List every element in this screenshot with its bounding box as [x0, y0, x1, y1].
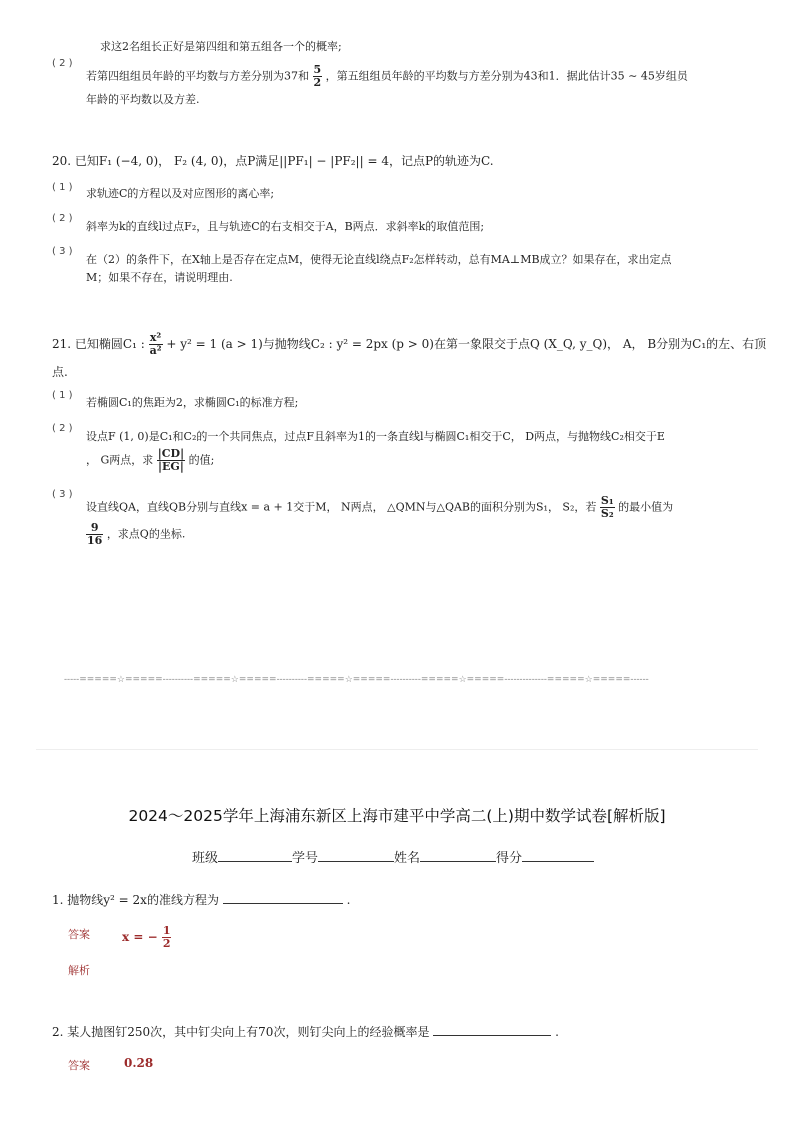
frac-numerator: |CD|	[157, 447, 185, 460]
q21-stem-line-c: 点.	[52, 365, 68, 379]
p2-answer-label: 答案	[68, 1059, 90, 1072]
q21-sub3-number: ( 3 )	[52, 489, 73, 500]
frac-numerator: 1	[162, 924, 171, 937]
score-label: 得分	[496, 851, 523, 866]
q21-sub2-line-b	[86, 448, 214, 473]
q21-sub3-line-a	[86, 495, 673, 520]
frac-denominator: S₂	[600, 507, 614, 520]
q21-sub1-text: 若椭圆C₁的焦距为2，求椭圆C₁的标准方程;	[86, 396, 299, 409]
p1-answer-text: x = −	[122, 930, 158, 944]
p2-stem-text: 2. 某人抛图钉250次，其中钉尖向上有70次，则钉尖向上的经验概率是	[52, 1025, 430, 1039]
q21-sub2-part-c: 的值;	[188, 453, 215, 467]
score-blank[interactable]	[522, 849, 594, 862]
q21-stem-part-b: + y² = 1 (a > 1)与抛物线C₂ : y² = 2px (p > 0)在第一象限交于点Q (X_Q, y_Q)， A， B分别为C₁的左、右顶	[166, 337, 767, 351]
q19-sub2-text	[86, 64, 688, 89]
frac-numerator: 5	[313, 63, 322, 76]
p1-stem-text: 1. 抛物线y² = 2x的准线方程为	[52, 893, 219, 907]
p1-stem	[52, 891, 350, 908]
q21-sub2-part-b: ， G两点，求	[86, 453, 154, 467]
star-divider: -----=====☆=====----------=====☆=====----------=====☆=====----------=====☆=====--------------=====☆=====------	[64, 675, 649, 685]
q19-sub2-part-a: 若第四组组员年龄的平均数与方差分别为37和	[86, 69, 309, 83]
q21-sub3-part-c: ，求点Q的坐标.	[106, 527, 186, 541]
p2-stem-end: .	[555, 1025, 559, 1039]
q20-sub3-line-a: 在（2）的条件下，在X轴上是否存在定点M，使得无论直线l绕点F₂怎样转动，总有MA⊥MB成立？如果存在，求出定点	[86, 253, 672, 266]
frac-denominator: a²	[149, 344, 162, 357]
p1-answer-label: 答案	[68, 928, 90, 941]
q21-sub2-fraction	[157, 448, 185, 473]
id-label: 学号	[292, 851, 319, 866]
q20-sub1-text: 求轨迹C的方程以及对应图形的离心率;	[86, 187, 275, 200]
frac-numerator: x²	[149, 331, 162, 344]
name-blank[interactable]	[420, 849, 496, 862]
p1-stem-end: .	[346, 893, 351, 907]
q20-sub1-number: ( 1 )	[52, 182, 73, 193]
p1-analysis-label: 解析	[68, 964, 90, 977]
q20-sub2-text: 斜率为k的直线l过点F₂，且与轨迹C的右支相交于A，B两点．求斜率k的取值范围;	[86, 220, 485, 233]
q21-sub3-part-a: 设直线QA，直线QB分别与直线x = a + 1交于M， N两点， △QMN与△QAB的面积分别为S₁， S₂，若	[86, 500, 597, 514]
q21-stem	[52, 332, 766, 357]
frac-denominator: 16	[87, 534, 103, 547]
q21-stem-part-a: 21. 已知椭圆C₁ :	[52, 337, 145, 351]
p2-answer-blank[interactable]	[433, 1023, 551, 1036]
q21-sub2-line-a: 设点F (1, 0)是C₁和C₂的一个共同焦点，过点F且斜率为1的一条直线l与椭圆C₁相交于C， D两点，与抛物线C₂相交于E	[86, 430, 665, 443]
p2-answer-value: 0.28	[124, 1056, 154, 1070]
frac-denominator: 2	[313, 76, 322, 89]
q20-sub3-number: ( 3 )	[52, 246, 73, 257]
exam-title: 2024～2025学年上海浦东新区上海市建平中学高二(上)期中数学试卷[解析版]	[128, 807, 666, 825]
q21-sub3-line-b	[86, 522, 185, 547]
name-label: 姓名	[394, 851, 421, 866]
q21-sub3-fraction-2	[86, 522, 103, 547]
class-blank[interactable]	[218, 849, 292, 862]
student-info-line	[192, 847, 594, 866]
frac-numerator: 9	[86, 522, 103, 535]
q19-line0: 求这2名组长正好是第四组和第五组各一个的概率;	[100, 40, 342, 53]
p2-stem	[52, 1023, 559, 1040]
page-separator	[36, 749, 758, 750]
class-label: 班级	[192, 851, 219, 866]
q21-sub2-number: ( 2 )	[52, 423, 73, 434]
q21-sub1-number: ( 1 )	[52, 390, 73, 401]
q19-sub2-number: ( 2 )	[52, 58, 73, 69]
q19-sub2-part-b: ，第五组组员年龄的平均数与方差分别为43和1．据此估计35 ∼ 45岁组员	[325, 69, 688, 83]
q20-sub2-number: ( 2 )	[52, 213, 73, 224]
frac-numerator: S₁	[600, 494, 614, 507]
id-blank[interactable]	[318, 849, 394, 862]
q19-sub2-line-c: 年龄的平均数以及方差.	[86, 93, 200, 106]
p1-answer-fraction	[162, 925, 172, 950]
q19-sub2-fraction	[313, 64, 323, 89]
frac-denominator: 2	[162, 937, 171, 950]
q20-stem: 20. 已知F₁ (−4, 0)， F₂ (4, 0)，点P满足||PF₁| − |PF₂|| = 4，记点P的轨迹为C.	[52, 154, 494, 168]
p1-answer-blank[interactable]	[223, 891, 343, 904]
q21-sub3-part-b: 的最小值为	[618, 500, 674, 514]
frac-denominator: |EG|	[158, 460, 184, 473]
q20-sub3-line-b: M；如果不存在，请说明理由.	[86, 271, 233, 284]
p1-answer-value	[122, 925, 171, 950]
q21-stem-fraction	[149, 332, 163, 357]
q21-sub3-fraction	[600, 495, 615, 520]
